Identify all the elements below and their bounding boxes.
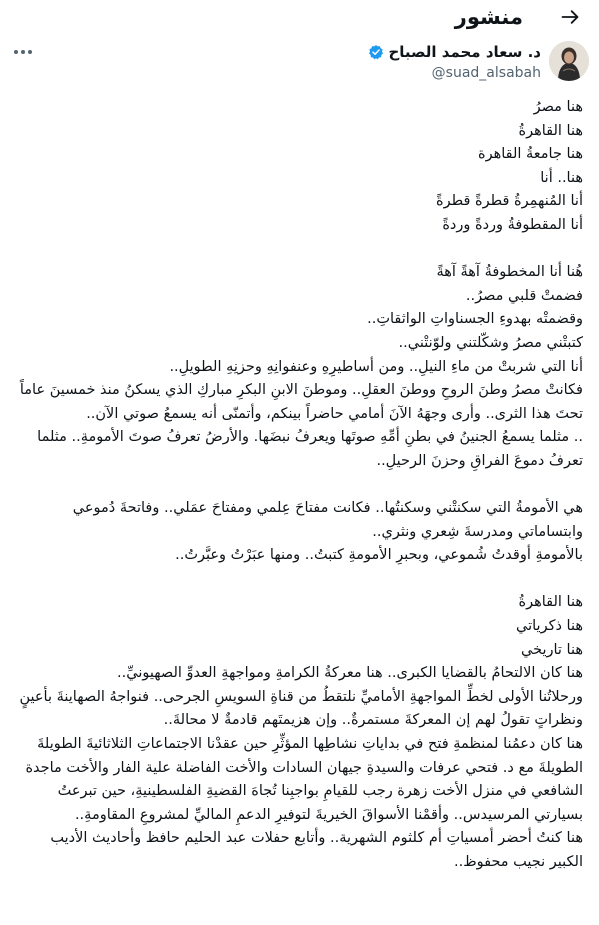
- author-name-line: [368, 43, 541, 61]
- post-line: هنا.. أنا: [540, 169, 583, 186]
- post-line: هنا تاريخي: [521, 641, 583, 658]
- post-line: وقضمتْه بهدوءِ الجسناواتِ الواثقاتِ..: [367, 311, 583, 328]
- avatar[interactable]: [549, 41, 589, 81]
- author-handle[interactable]: @suad_alsabah: [431, 65, 541, 81]
- post-text: [16, 96, 583, 875]
- post-line: هنا كان دعمُنا لمنظمةِ فتح في بداياتِ نشاطِها المؤثِّرِ حين عقدْنا الاجتماعاتِ الثلاثائيةَ الطويلةَ الطويلةَ مع د. فتحي عرفات والسيدةِ جيهان السادات والأخت الفاضلة علية الفار والأخت ماجدة الشافعي في منزل الأخت زهرة رجب للقيامِ بواجبِنا تُجاهَ القضيةِ الفلسطينيةِ، حين تبرعتُ بسيارتي المرسيدس.. وأقمْنا الأسواقَ الخيريةَ لتوفيرِ الدعمِ الماليِّ لمشروعِ المقاومةِ..: [20, 736, 583, 823]
- author-name[interactable]: د. سعاد محمد الصباح: [388, 43, 541, 61]
- page-title: منشور: [454, 5, 523, 29]
- more-options-icon: [13, 49, 33, 55]
- post-line: هي الأمومةُ التي سكنتْني وسكنتُها.. فكانت مفتاحَ عِلمي ومفتاحَ عمَلي.. وفاتحةَ دُموعي وابتساماتي ومدرسةَ شِعري ونثري..: [68, 500, 583, 540]
- arrow-back-icon: [560, 7, 580, 27]
- page-header: [0, 0, 599, 36]
- avatar-image-icon: [549, 41, 589, 81]
- post-line: هنا القاهرةُ: [518, 594, 583, 611]
- post-line: هنا كنتُ أحضر أمسياتِ أم كلثوم الشهرية.. وأتابع حفلات عبد الحليم حافظ وأحاديث الأديب الكبير نجيب محفوظ..: [45, 830, 583, 870]
- post-line: فضمتْ قلبي مصرُ..: [465, 287, 583, 304]
- post-line: [16, 474, 583, 498]
- post-line: هنا ذكرياتي: [516, 618, 583, 635]
- post-line: هُنا أنا المخطوفةُ آهةً آهةً: [436, 264, 583, 281]
- post-line: .. مثلما يسمعُ الجنينُ في بطنِ أمِّهِ صوتَها ويعرفُ نبضَها. والأرضُ تعرفُ صوتَ الأمومةِ.. مثلما تعرفُ دموعَ الفراقِ وحزنَ الرحيلِ..: [32, 429, 583, 469]
- post-line: فكانتْ مصرُ وطنَ الروحِ ووطنَ العقلِ.. وموطنَ الابنِ البكرِ مباركِ الذي يسكنُ منذ خمسينَ عاماً تحتَ هذا الثرى.. وأرى وجهَهُ الآنَ أمامي حاضراً بينكم، وأتمنّى أنه يسمعُ صوتي الآن..: [15, 382, 583, 422]
- post-line: [16, 568, 583, 592]
- author-row: [0, 38, 599, 88]
- post-line: كتبتْني مصرُ وشكّلتني ولوّنتْني..: [398, 334, 583, 351]
- post-line: هنا القاهرةُ: [518, 122, 583, 139]
- post-line: أنا التي شربتْ من ماءِ النيلِ.. ومن أساطيرِهِ وعنفوانِهِ وحزنِهِ الطويلِ..: [169, 358, 583, 375]
- post-line: هنا جامعةُ القاهرة: [477, 146, 583, 163]
- post-line: بالأمومةِ أوقدتُ شُموعي، وبحبرِ الأمومةِ كتبتُ.. ومنها عبَرْتُ وعبَّرتُ..: [175, 547, 583, 564]
- verified-badge-icon: [368, 44, 384, 60]
- post-line: أنا المقطوفةُ وردةً وردةً: [442, 216, 583, 233]
- post-line: هنا كان الالتحامُ بالقضايا الكبرى.. هنا معركةُ الكرامةِ ومواجهةِ العدوِّ الصهيونيِّ..: [117, 665, 583, 682]
- back-button[interactable]: [555, 2, 585, 32]
- post-line: [16, 238, 583, 262]
- post-line: أنا المُنهمِرةُ قطرةً قطرةً: [435, 193, 583, 210]
- post-line: هنا مصرُ: [533, 99, 583, 115]
- post-line: ورحلاتُنا الأولى لخطِّ المواجهةِ الأماميِّ نلتقطُ من قناةِ السويسِ الجرحى.. فنواجهُ الصهاينةَ بأعينٍ ونظراتٍ تقولُ لهم إن المعركةَ مستمرةٌ.. وإن هزيمتَهم قادمةٌ لا محالةَ..: [14, 688, 583, 729]
- more-options-button[interactable]: [10, 42, 36, 62]
